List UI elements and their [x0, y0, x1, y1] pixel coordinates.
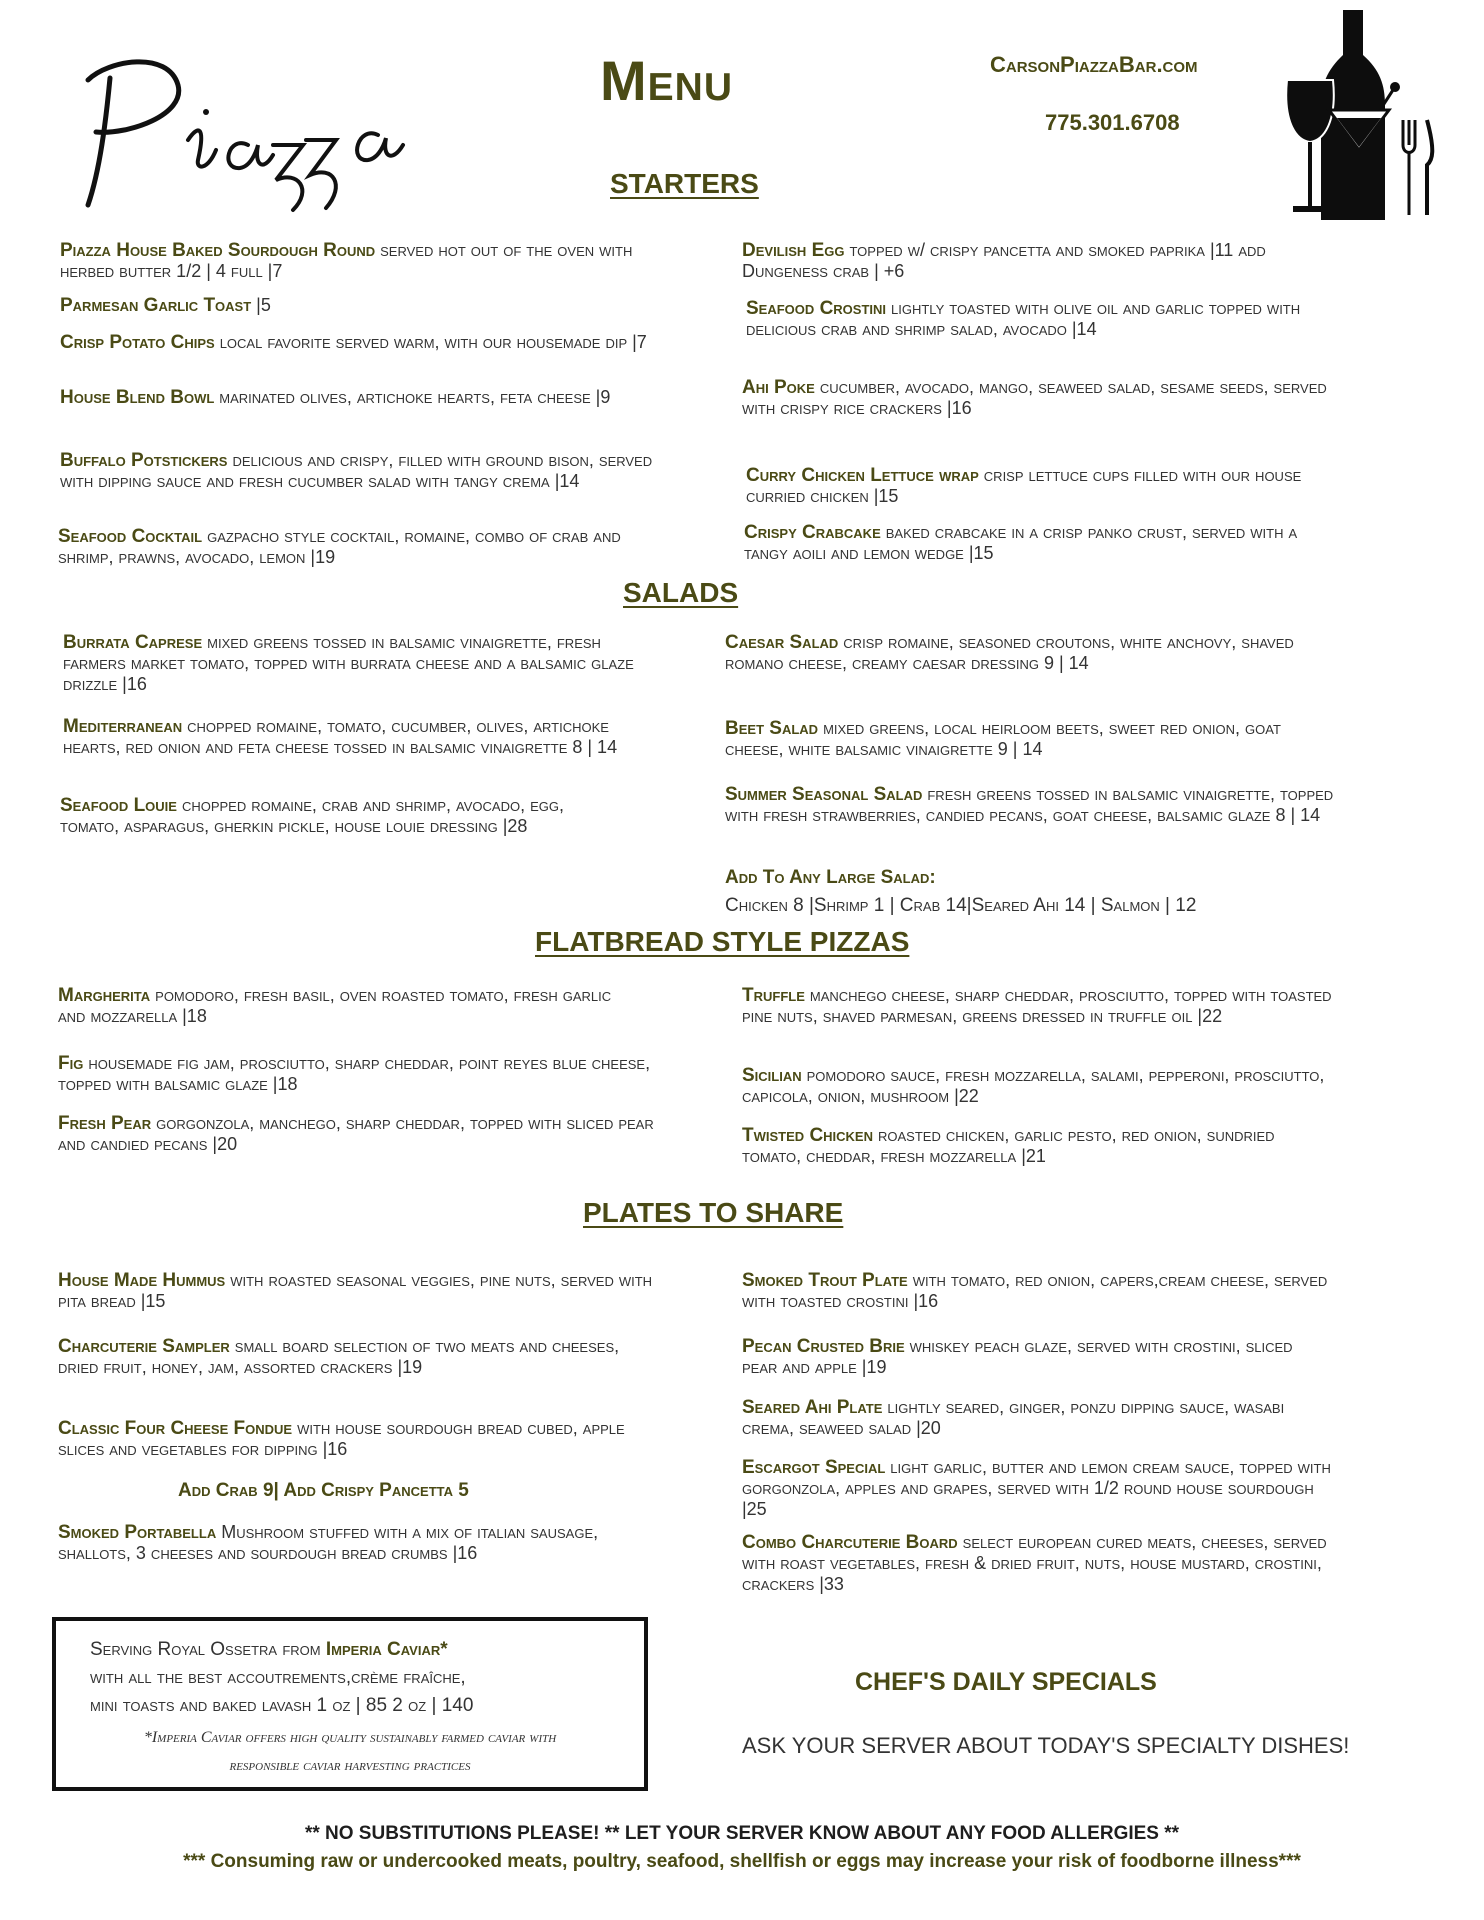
menu-item-seafood-crostini: Seafood Crostini lightly toasted with olive oil and garlic topped with delicious crab and shrimp salad, avocado |14: [746, 298, 1301, 339]
menu-item-burrata-caprese: Burrata Caprese mixed greens tossed in balsamic vinaigrette, fresh farmers market tomato, topped with burrata cheese and a balsamic glaze drizzle |16: [63, 632, 634, 694]
menu-item-house-blend-bowl: House Blend Bowl marinated olives, artichoke hearts, feta cheese |9: [60, 387, 611, 408]
menu-item-summer-seasonal-salad: Summer Seasonal Salad fresh greens tossed in balsamic vinaigrette, topped with fresh strawberries, candied pecans, goat cheese, balsamic glaze 8 | 14: [725, 784, 1334, 825]
section-heading-salads: SALADS: [623, 577, 739, 608]
menu-item-charcuterie-sampler: Charcuterie Sampler small board selection of two meats and cheeses, dried fruit, honey, jam, assorted crackers |19: [58, 1336, 620, 1377]
menu-item-fresh-pear: Fresh Pear gorgonzola, manchego, sharp cheddar, topped with sliced pear and candied pecans |20: [58, 1113, 654, 1154]
wine-bottle-glasses-icon: [1285, 10, 1435, 225]
menu-item-pecan-crusted-brie: Pecan Crusted Brie whiskey peach glaze, served with crostini, sliced pear and apple |19: [742, 1336, 1293, 1377]
menu-item-parmesan-garlic-toast: Parmesan Garlic Toast |5: [60, 295, 271, 316]
salad-addons-heading: Add To Any Large Salad:: [725, 867, 936, 888]
footer-substitutions: ** NO SUBSTITUTIONS PLEASE! ** LET YOUR SERVER KNOW ABOUT ANY FOOD ALLERGIES **: [304, 1823, 1180, 1844]
footer-consumer-advisory: *** Consuming raw or undercooked meats, poultry, seafood, shellfish or eggs may increase your risk of foodborne illness***: [183, 1851, 1301, 1872]
chef-specials-heading: CHEF'S DAILY SPECIALS: [855, 1668, 1157, 1696]
menu-item-combo-charcuterie-board: Combo Charcuterie Board select european cured meats, cheeses, served with roast vegetables, fresh & dried fruit, nuts, house mustard, crostini, crackers |33: [742, 1532, 1327, 1594]
fondue-addons: Add Crab 9| Add Crispy Pancetta 5: [178, 1480, 469, 1501]
menu-item-sourdough-round: Piazza House Baked Sourdough Round served hot out of the oven with herbed butter 1/2 | 4 full |7: [60, 240, 633, 281]
menu-item-crisp-potato-chips: Crisp Potato Chips local favorite served warm, with our housemade dip |7: [60, 332, 647, 353]
caviar-line-3: mini toasts and baked lavash 1 oz | 85 2 oz | 140: [90, 1695, 474, 1716]
menu-item-smoked-portabella: Smoked Portabella Mushroom stuffed with a mix of italian sausage, shallots, 3 cheeses and sourdough bread crumbs |16: [58, 1522, 599, 1563]
menu-item-beet-salad: Beet Salad mixed greens, local heirloom beets, sweet red onion, goat cheese, white balsamic vinaigrette 9 | 14: [725, 718, 1281, 759]
menu-item-seared-ahi-plate: Seared Ahi Plate lightly seared, ginger, ponzu dipping sauce, wasabi crema, seaweed salad |20: [742, 1397, 1285, 1438]
caviar-box: [52, 1617, 648, 1791]
menu-item-margherita: Margherita pomodoro, fresh basil, oven roasted tomato, fresh garlic and mozzarella |18: [58, 985, 612, 1026]
caviar-note-1: *Imperia Caviar offers high quality sustainably farmed caviar with: [143, 1729, 557, 1746]
menu-item-fig: Fig housemade fig jam, prosciutto, sharp cheddar, point reyes blue cheese, topped with balsamic glaze |18: [58, 1053, 651, 1094]
menu-item-curry-chicken-wrap: Curry Chicken Lettuce wrap crisp lettuce cups filled with our house curried chicken |15: [746, 465, 1302, 506]
menu-item-crispy-crabcake: Crispy Crabcake baked crabcake in a crisp panko crust, served with a tangy aoili and lemon wedge |15: [744, 522, 1298, 563]
menu-item-cheese-fondue: Classic Four Cheese Fondue with house sourdough bread cubed, apple slices and vegetables for dipping |16: [58, 1418, 625, 1459]
menu-title: Menu: [600, 49, 733, 112]
menu-item-mediterranean: Mediterranean chopped romaine, tomato, cucumber, olives, artichoke hearts, red onion and feta cheese tossed in balsamic vinaigrette 8 | 14: [63, 716, 618, 757]
menu-item-devilish-egg: Devilish Egg topped w/ crispy pancetta and smoked paprika |11 add Dungeness crab | +6: [742, 240, 1266, 281]
menu-item-escargot-special: Escargot Special light garlic, butter and lemon cream sauce, topped with gorgonzola, apples and grapes, served with 1/2 round house sourdough |25: [742, 1457, 1331, 1519]
menu-item-truffle: Truffle manchego cheese, sharp cheddar, prosciutto, topped with toasted pine nuts, shaved parmesan, greens dressed in truffle oil |22: [742, 985, 1332, 1026]
piazza-logo: [48, 40, 408, 215]
menu-item-seafood-louie: Seafood Louie chopped romaine, crab and shrimp, avocado, egg, tomato, asparagus, gherkin pickle, house louie dressing |28: [60, 795, 564, 836]
section-heading-pizzas: FLATBREAD STYLE PIZZAS: [535, 926, 910, 957]
menu-item-twisted-chicken: Twisted Chicken roasted chicken, garlic pesto, red onion, sundried tomato, cheddar, fresh mozzarella |21: [742, 1125, 1275, 1166]
section-heading-starters: STARTERS: [610, 168, 759, 199]
section-heading-plates: PLATES TO SHARE: [583, 1197, 844, 1228]
caviar-line-2: with all the best accoutrements,crème fraîche,: [90, 1667, 466, 1688]
caviar-line-1: Serving Royal Ossetra from Imperia Caviar*: [90, 1639, 448, 1660]
chef-specials-text: ASK YOUR SERVER ABOUT TODAY'S SPECIALTY DISHES!: [742, 1733, 1350, 1758]
menu-item-smoked-trout-plate: Smoked Trout Plate with tomato, red onion, capers,cream cheese, served with toasted crostini |16: [742, 1270, 1328, 1311]
phone-number[interactable]: 775.301.6708: [1045, 110, 1180, 135]
menu-item-hummus: House Made Hummus with roasted seasonal veggies, pine nuts, served with pita bread |15: [58, 1270, 653, 1311]
menu-item-sicilian: Sicilian pomodoro sauce, fresh mozzarella, salami, pepperoni, prosciutto, capicola, onion, mushroom |22: [742, 1065, 1325, 1106]
caviar-note-2: responsible caviar harvesting practices: [229, 1757, 471, 1774]
menu-item-seafood-cocktail: Seafood Cocktail gazpacho style cocktail, romaine, combo of crab and shrimp, prawns, avocado, lemon |19: [58, 526, 621, 567]
salad-addons-prices: Chicken 8 |Shrimp 1 | Crab 14|Seared Ahi 14 | Salmon | 12: [725, 895, 1197, 916]
menu-item-ahi-poke: Ahi Poke cucumber, avocado, mango, seaweed salad, sesame seeds, served with crispy rice crackers |16: [742, 377, 1327, 418]
menu-item-buffalo-potstickers: Buffalo Potstickers delicious and crispy, filled with ground bison, served with dipping sauce and fresh cucumber salad with tangy crema |14: [60, 450, 653, 491]
website-link[interactable]: CarsonPiazzaBar.com: [990, 52, 1198, 77]
menu-item-caesar-salad: Caesar Salad crisp romaine, seasoned croutons, white anchovy, shaved romano cheese, creamy caesar dressing 9 | 14: [725, 632, 1294, 673]
